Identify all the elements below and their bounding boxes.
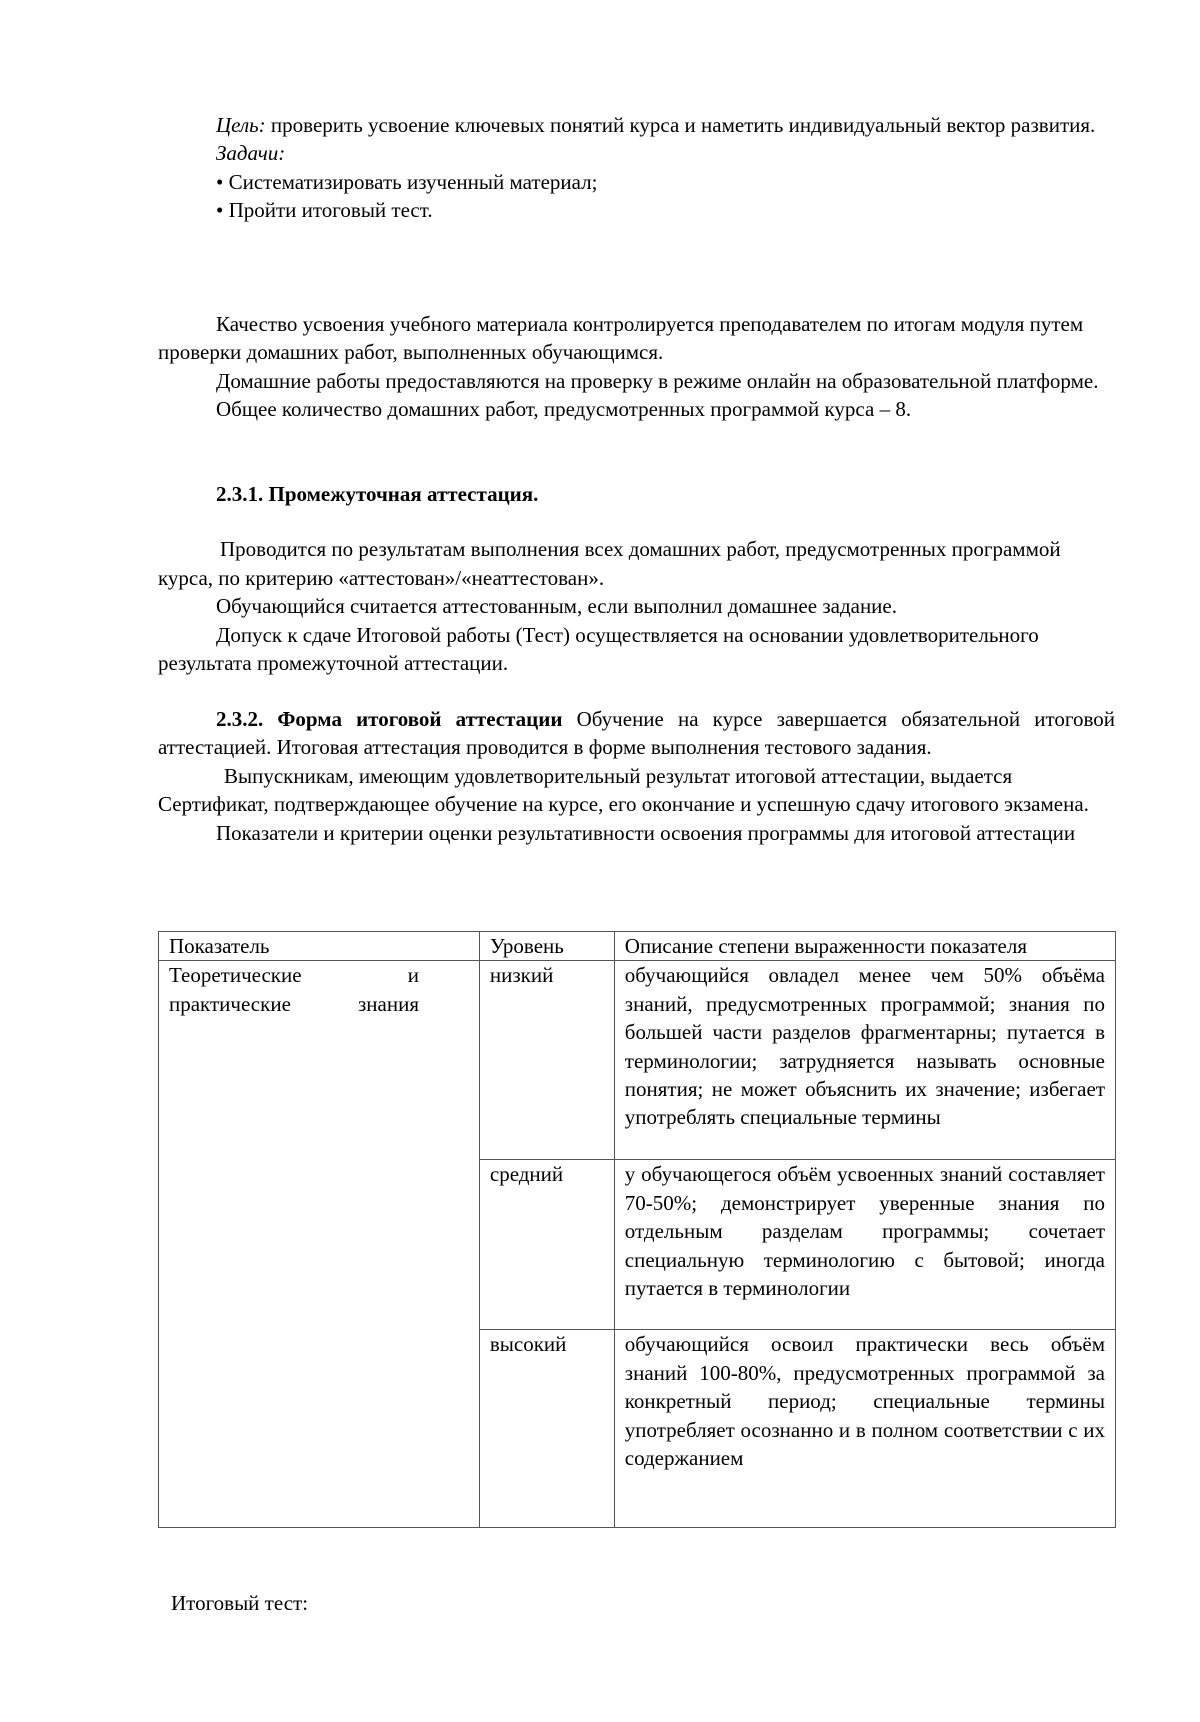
description-cell: обучающийся освоил практически весь объём знаний 100-80%, предусмотренных программой за конкретный период; специальные термины употребляет осознанно и в полном соответствии с их содержанием <box>614 1330 1115 1528</box>
section-lead-text: Обучение на курсе завершается обязательной итоговой аттестацией. Итоговая аттестация проводится в форме выполнения тестового задания. <box>158 707 1116 760</box>
section-heading: 2.3.1. Промежуточная аттестация. <box>216 482 539 506</box>
indicator-cell <box>159 961 480 1528</box>
task-item: • Систематизировать изученный материал; <box>216 169 598 194</box>
final-test-label: Итоговый тест: <box>171 1591 309 1615</box>
section-paragraph: Проводится по результатам выполнения всех домашних работ, предусмотренных программой курса, по критерию «аттестован»/«неаттестован». <box>158 537 1061 590</box>
table-header-row <box>159 932 1116 961</box>
control-block <box>158 310 1115 424</box>
section-paragraph: Допуск к сдаче Итоговой работы (Тест) осуществляется на основании удовлетворительного результата промежуточной аттестации. <box>158 622 1039 676</box>
section-heading: 2.3.2. Форма итоговой аттестации <box>216 707 563 731</box>
control-paragraph: Домашние работы предоставляются на проверку в режиме онлайн на образовательной платформе. <box>216 368 1099 393</box>
section-231 <box>158 480 1115 677</box>
header-cell: Описание степени выраженности показателя <box>614 932 1115 961</box>
indicator-text: Теоретические и практические знания <box>169 963 419 1016</box>
description-cell: у обучающегося объём усвоенных знаний составляет 70-50%; демонстрирует уверенные знания по отдельным разделам программы; сочетает специальную терминологию с бытовой; иногда путается в терминологии <box>614 1160 1115 1330</box>
section-232 <box>158 705 1115 847</box>
section-paragraph: Обучающийся считается аттестованным, если выполнил домашнее задание. <box>216 594 897 619</box>
criteria-table <box>158 931 1116 1528</box>
goal-paragraph <box>158 111 1115 139</box>
header-cell: Показатель <box>159 932 480 961</box>
header-cell: Уровень <box>479 932 614 961</box>
section-paragraph: Выпускникам, имеющим удовлетворительный результат итоговой аттестации, выдается Сертификат, подтверждающее обучение на курсе, его окончание и успешную сдачу итогового экзамена. <box>158 763 1089 817</box>
table-row <box>159 961 1116 1160</box>
section-232-lead <box>158 705 1115 762</box>
goal-label: Цель: <box>216 113 266 137</box>
level-cell: высокий <box>479 1330 614 1528</box>
description-cell: обучающийся овладел менее чем 50% объёма знаний, предусмотренных программой; знания по большей части разделов фрагментарны; путается в терминологии; затрудняется называть основные понятия; не может объяснить их значение; избегает употреблять специальные термины <box>614 961 1115 1160</box>
level-cell: низкий <box>479 961 614 1160</box>
goal-tasks-block <box>158 111 1115 225</box>
goal-text: проверить усвоение ключевых понятий курса и наметить индивидуальный вектор развития. <box>270 113 1096 137</box>
control-paragraph: Общее количество домашних работ, предусмотренных программой курса – 8. <box>216 397 912 422</box>
section-paragraph: Показатели и критерии оценки результативности освоения программы для итоговой аттестации <box>216 820 1076 845</box>
tasks-label: Задачи: <box>216 141 286 166</box>
level-cell: средний <box>479 1160 614 1330</box>
control-paragraph: Качество усвоения учебного материала контролируется преподавателем по итогам модуля путем проверки домашних работ, выполненных обучающимся. <box>158 312 1084 365</box>
task-item: • Пройти итоговый тест. <box>216 198 433 223</box>
